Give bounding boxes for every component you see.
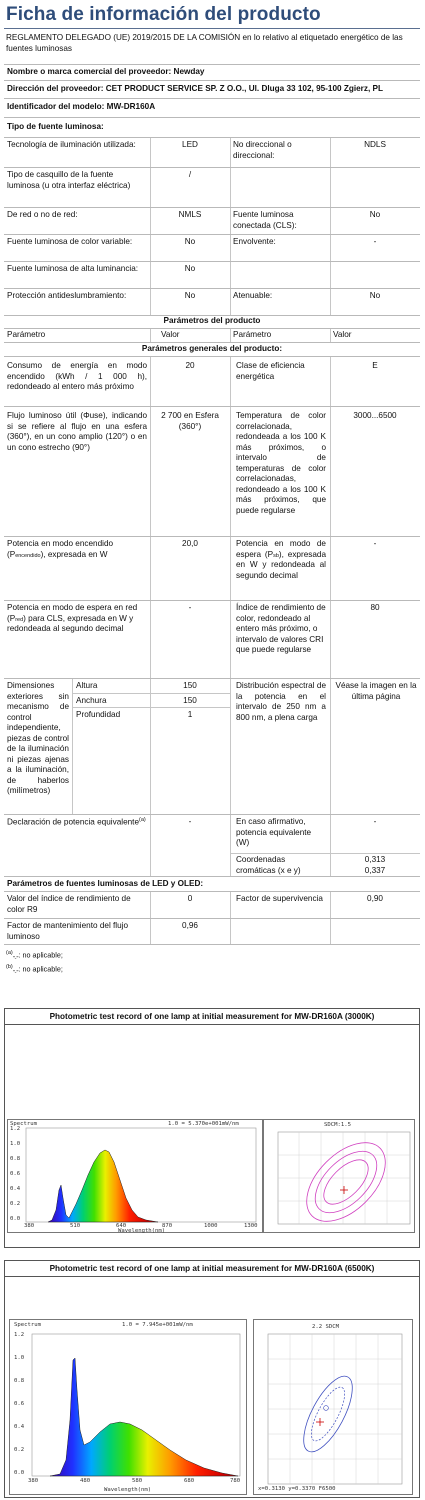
param-label: Consumo de energía en modo encendido (kWh / 1 000 h), redondeado al entero más próximo — [7, 361, 147, 391]
spectrum-panel — [9, 1319, 247, 1495]
sdcm-label: SDCM:1.5 — [324, 1122, 351, 1128]
spectrum-panel — [7, 1119, 263, 1233]
photometric-record — [4, 1260, 420, 1498]
x-tick: 380 — [28, 1478, 39, 1484]
regulation-text: REGLAMENTO DELEGADO (UE) 2019/2015 DE LA COMISIÓN en lo relativo al etiquetado energético de las fuentes luminosas — [6, 33, 403, 53]
type-label: No direccional o direccional: — [233, 140, 292, 160]
x-tick: 1000 — [204, 1223, 218, 1229]
param-label: Distribución espectral de la potencia en el intervalo de 250 nm a 800 nm, a plena carga — [236, 681, 326, 722]
type-row — [4, 288, 420, 315]
sdcm-panel — [263, 1119, 415, 1233]
x-tick: 580 — [132, 1478, 143, 1484]
type-row — [4, 261, 420, 288]
type-label: Atenuable: — [233, 291, 273, 300]
spectrum-chart — [8, 1120, 264, 1234]
y-tick: 0.0 — [14, 1470, 25, 1476]
y-tick: 0.6 — [10, 1171, 21, 1177]
column-header-param: Parámetro — [233, 330, 272, 339]
param-value: - — [188, 603, 192, 612]
type-value: / — [188, 170, 192, 179]
param-label: Declaración de potencia equivalente$^{(a)}$ — [7, 817, 146, 827]
led-params-heading-row — [4, 876, 420, 891]
supplier-address-row — [4, 80, 420, 98]
general-params-heading-row — [4, 342, 420, 356]
type-value: LED — [182, 140, 198, 149]
param-value: 3000...6500 — [353, 411, 397, 420]
param-label: Temperatura de color correlacionada, redondeada a los 100 K más próximos, o intervalo de temperaturas de color correlacionadas, redondeado a los 100 K más próximos, que puede regularse — [236, 411, 326, 515]
param-value: - — [373, 817, 377, 826]
x-tick: 1300 — [244, 1223, 258, 1229]
param-value: - — [373, 539, 377, 548]
footnote: $^{(a)}_{"-"}$: no aplicable; — [6, 950, 63, 962]
param-label: Potencia en modo de espera en red (Pred) para CLS, expresada en W y redondeada al segundo decimal — [7, 603, 138, 633]
param-value: E — [372, 361, 378, 370]
x-tick: 510 — [70, 1223, 81, 1229]
param-label: Potencia en modo encendido (Pencendido), expresada en W — [7, 539, 114, 559]
column-header-value: Valor — [333, 330, 352, 339]
type-label: Envolvente: — [233, 237, 276, 246]
sdcm-chart — [264, 1120, 416, 1234]
param-value: 20 — [185, 361, 195, 370]
spectrum-formula: 1.0 = 5.370e+001mW/nm — [168, 1121, 239, 1127]
chromaticity-readout: x=0.3130 y=0.3370 F6500 — [258, 1486, 336, 1492]
photometric-record — [4, 1008, 420, 1248]
x-tick: 780 — [230, 1478, 241, 1484]
section-heading: Parámetros de fuentes luminosas de LED y OLED: — [7, 879, 204, 888]
param-label: Flujo luminoso útil (Φuse), indicando si se refiere al flujo en una esfera (360°), en un cono amplio (120°) o en un cono estrecho (90°) — [7, 411, 147, 452]
type-value: NDLS — [364, 140, 386, 149]
power-row — [4, 536, 420, 600]
chroma-x: 0,313 — [364, 855, 386, 864]
type-row — [4, 207, 420, 234]
light-source-type-row — [4, 117, 420, 137]
type-label: Tecnología de iluminación utilizada: — [7, 140, 136, 149]
param-label: Clase de eficiencia energética — [236, 361, 305, 381]
sdcm-label: 2.2 SDCM — [312, 1324, 339, 1330]
type-row — [4, 234, 420, 261]
led-row — [4, 891, 420, 918]
type-value: No — [184, 264, 196, 273]
sdcm-chart — [254, 1320, 414, 1496]
chroma-y: 0,337 — [364, 866, 386, 875]
type-label: Fuente luminosa de color variable: — [7, 237, 133, 246]
dimension-value: 1 — [187, 710, 193, 719]
dimension-name: Profundidad — [76, 710, 121, 719]
general-row — [4, 356, 420, 406]
type-value: NMLS — [178, 210, 202, 219]
y-tick: 1.0 — [10, 1141, 21, 1147]
column-header-value: Valor — [161, 330, 180, 339]
footnote: $^{(b)}_{"-"}$: no aplicable; — [6, 964, 63, 976]
type-value: No — [369, 210, 381, 219]
x-tick: 640 — [116, 1223, 127, 1229]
param-label: Potencia en modo de espera (Psb), expresada en W y redondeada al segundo decimal — [236, 539, 327, 580]
x-axis-label: Wavelength(nm) — [104, 1487, 152, 1493]
page-title: Ficha de información del producto — [6, 4, 321, 25]
spectrum-label: Spectrum — [14, 1322, 41, 1328]
dimensions-label: Dimensiones exteriores sin mecanismo de control independiente, piezas de control de la iluminación ni piezas ajenas a la iluminación, de haberlos (milímetros) — [7, 681, 69, 795]
y-tick: 0.4 — [10, 1186, 21, 1192]
x-tick: 870 — [162, 1223, 173, 1229]
equivalent-power-row — [4, 814, 420, 876]
type-label: Fuente luminosa de alta luminancia: — [7, 264, 139, 273]
param-label: Factor de mantenimiento del flujo luminoso — [7, 921, 129, 941]
x-tick: 680 — [184, 1478, 195, 1484]
spectrum-formula: 1.0 = 7.945e+001mW/nm — [122, 1322, 193, 1328]
dimension-name: Anchura — [76, 696, 107, 705]
x-tick: 380 — [24, 1223, 35, 1229]
param-value: 2 700 en Esfera (360°) — [161, 411, 219, 431]
param-label: Valor del índice de rendimiento de color R9 — [7, 894, 131, 914]
x-axis-label: Wavelength(nm) — [118, 1228, 166, 1234]
param-value: 0,90 — [367, 894, 383, 903]
spectrum-chart — [10, 1320, 248, 1496]
param-value: Véase la imagen en la última página — [335, 681, 417, 701]
type-value: No — [369, 291, 381, 300]
model-id-row — [4, 98, 420, 117]
y-tick: 0.2 — [10, 1201, 21, 1207]
product-params-heading-row — [4, 315, 420, 328]
dimension-name: Altura — [76, 681, 98, 690]
section-heading: Parámetros generales del producto: — [141, 344, 283, 353]
photometric-title: Photometric test record of one lamp at initial measurement for MW-DR160A (3000K) — [5, 1009, 419, 1025]
y-tick: 1.2 — [14, 1332, 25, 1338]
chroma-label: Coordenadas cromáticas (x e y) — [236, 855, 301, 875]
led-row — [4, 918, 420, 945]
x-tick: 480 — [80, 1478, 91, 1484]
dimensions-row — [4, 678, 420, 814]
model-identifier: Identificador del modelo: MW-DR160A — [7, 102, 156, 111]
spectrum-label: Spectrum — [10, 1121, 37, 1127]
param-value: 20,0 — [182, 539, 198, 548]
type-value: No — [184, 237, 196, 246]
y-tick: 0.8 — [10, 1156, 21, 1162]
y-tick: 1.0 — [14, 1355, 25, 1361]
supplier-name: Nombre o marca comercial del proveedor: Newday — [7, 67, 205, 76]
param-label: Factor de supervivencia — [236, 894, 323, 903]
param-value: - — [188, 817, 192, 826]
type-label: Tipo de casquillo de la fuente luminosa (u otra interfaz eléctrica) — [7, 170, 131, 190]
param-value: 0 — [187, 894, 193, 903]
light-source-type-label: Tipo de fuente luminosa: — [7, 122, 104, 131]
y-tick: 0.6 — [14, 1401, 25, 1407]
photometric-title: Photometric test record of one lamp at initial measurement for MW-DR160A (6500K) — [5, 1261, 419, 1277]
type-label: Protección antideslumbramiento: — [7, 291, 127, 300]
y-tick: 1.2 — [10, 1126, 21, 1132]
param-value: 80 — [370, 603, 380, 612]
type-row — [4, 167, 420, 207]
general-row — [4, 406, 420, 536]
dimension-value: 150 — [183, 681, 197, 690]
param-label: En caso afirmativo, potencia equivalente (W) — [236, 817, 312, 847]
y-tick: 0.8 — [14, 1378, 25, 1384]
dimension-value: 150 — [183, 696, 197, 705]
power-row — [4, 600, 420, 678]
param-label: Índice de rendimiento de color, redondeado al entero más próximo, o intervalo de valores CRI que puede regularse — [236, 603, 326, 654]
type-label: Fuente luminosa conectada (CLS): — [233, 210, 297, 230]
type-value: No — [184, 291, 196, 300]
param-value: 0,96 — [182, 921, 198, 930]
y-tick: 0.0 — [10, 1216, 21, 1222]
supplier-name-row — [4, 64, 420, 80]
type-label: De red o no de red: — [7, 210, 78, 219]
section-heading: Parámetros del producto — [163, 316, 261, 325]
sdcm-panel — [253, 1319, 413, 1495]
type-value: - — [373, 237, 377, 246]
y-tick: 0.2 — [14, 1447, 25, 1453]
supplier-address: Dirección del proveedor: CET PRODUCT SERVICE SP. Z O.O., Ul. Dluga 33 102, 95-100 Zgierz, PL — [7, 84, 383, 93]
column-header-param: Parámetro — [7, 330, 46, 339]
column-header-row — [4, 328, 420, 342]
y-tick: 0.4 — [14, 1424, 25, 1430]
title-divider — [4, 28, 420, 29]
type-row — [4, 137, 420, 167]
